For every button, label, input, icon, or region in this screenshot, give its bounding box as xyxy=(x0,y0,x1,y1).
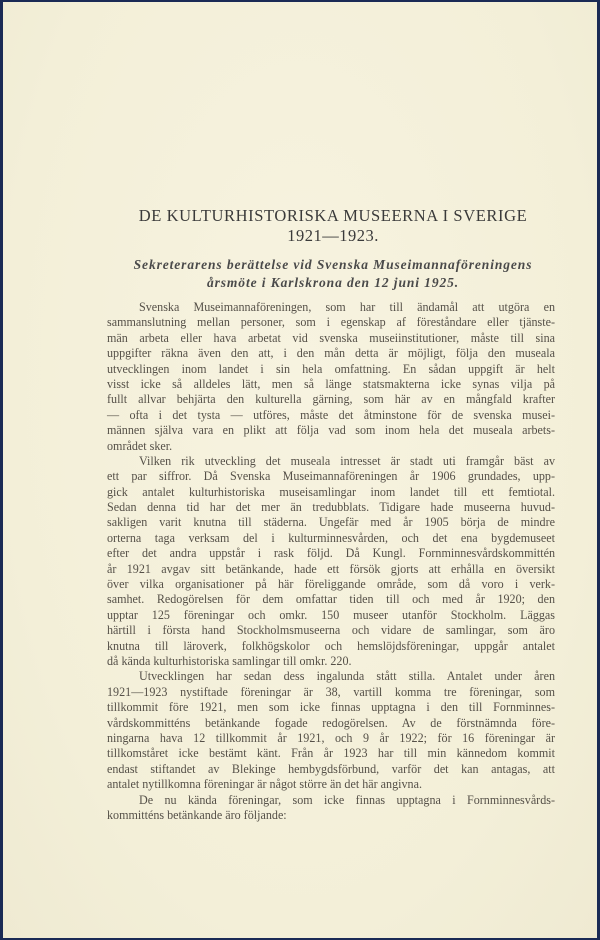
text-line: över vilka organisationer på här föreliggande område, som då voro i verk- xyxy=(107,577,555,592)
text-line: samhet. Redogörelsen för dem omfattar tiden till och med år 1920; den xyxy=(107,592,555,607)
text-line: — ofta i det tysta — utföres, måste det åtminstone för de svenska musei- xyxy=(107,407,555,422)
document-subtitle xyxy=(103,256,563,292)
text-line: fullt allvar behjärta den kulturella gärning, som här av en mångfald krafter xyxy=(107,392,555,407)
text-line: De nu kända föreningar, som icke finnas upptagna i Fornminnesvårds- xyxy=(139,792,555,807)
text-line: tillkomståret icke bestämt känt. Från år 1923 har till min kännedom kommit xyxy=(107,746,555,761)
subtitle-line: årsmöte i Karlskrona den 12 juni 1925. xyxy=(206,275,460,290)
text-line: Svenska Museimannaföreningen, som har till ändamål att utgöra en xyxy=(139,300,555,314)
title-block xyxy=(103,206,563,246)
document-years: 1921—1923. xyxy=(287,226,379,245)
text-line: sakligen varit knutna till städerna. Ungefär med år 1905 börja de mindre xyxy=(107,515,555,530)
text-line: kommitténs betänkande äro följande: xyxy=(107,807,287,822)
paragraph xyxy=(107,793,555,824)
text-line: orterna taga verksam del i kulturminnesvården, och det ena bygdemuseet xyxy=(107,530,555,545)
text-line: sammanslutning mellan personer, som i egenskap af föreståndare eller tjänste- xyxy=(107,315,555,330)
text-line: visst icke så alldeles lätt, men så länge statsmakterna icke synas vilja på xyxy=(107,376,555,391)
text-line: upptar 125 föreningar och omkr. 150 museer utanför Stockholm. Läggas xyxy=(107,607,555,622)
body-text xyxy=(107,300,555,823)
paragraph xyxy=(107,454,555,669)
text-line: Sedan denna tid har det mer än tredubblats. Tidigare hade museerna huvud- xyxy=(107,500,555,515)
paragraph xyxy=(107,300,555,454)
text-line: området sker. xyxy=(107,438,173,453)
text-line: männen själva vara en plikt att följa vad som inom hela det museala arbets- xyxy=(107,423,555,438)
text-line: gick antalet kulturhistoriska museisamlingar inom landet till ett femtiotal. xyxy=(107,484,555,499)
text-line: efter det andra uppstår i rask följd. Då Kungl. Fornminnesvårdskommittén xyxy=(107,546,555,561)
text-line: män arbeta eller hava arbetat vid svenska museiinstitutioner, måste till sina xyxy=(107,330,555,345)
text-line: Utvecklingen har sedan dess ingalunda stått stilla. Antalet under åren xyxy=(139,669,555,684)
text-line: Vilken rik utveckling det museala intresset är stadt uti framgår bäst av xyxy=(139,453,555,468)
subtitle-line: Sekreterarens berättelse vid Svenska Museimannaföreningens xyxy=(133,257,533,272)
text-line: utvecklingen inom landet i sin hela omfattning. En sådan uppgift är helt xyxy=(107,361,555,376)
text-line: härtill i första hand Stockholmsmuseerna och vidare de samlingar, som äro xyxy=(107,623,555,638)
document-page xyxy=(3,2,597,938)
paragraph xyxy=(107,669,555,792)
text-line: endast stiftandet av Blekinge hembygdsförbund, varför det kan antagas, att xyxy=(107,761,555,776)
text-line: år 1921 avgav sitt betänkande, hade ett försök gjorts att erhålla en översikt xyxy=(107,561,555,576)
text-line: knutna till läroverk, folkhögskolor och hemslöjdsföreningar, uppgår antalet xyxy=(107,638,555,653)
text-line: 1921—1923 nystiftade föreningar är 38, vartill komma tre föreningar, som xyxy=(107,684,555,699)
text-line: ett par siffror. Då Svenska Museimannaföreningen år 1906 grundades, upp- xyxy=(107,469,555,484)
document-title: DE KULTURHISTORISKA MUSEERNA I SVERIGE xyxy=(138,206,528,225)
text-line: vårdskommitténs betänkande fogade redogörelsen. Av de förstnämnda före- xyxy=(107,715,555,730)
text-line: uppgifter räkna även den att, i den mån detta är möjligt, följa den museala xyxy=(107,346,555,361)
text-line: ningarna hava 12 tillkommit år 1921, och 9 år 1922; för 16 föreningar är xyxy=(107,730,555,745)
text-line: då kända kulturhistoriska samlingar till omkr. 220. xyxy=(107,653,352,668)
text-line: antalet nytillkomna föreningar är något större än det här angivna. xyxy=(107,777,422,792)
text-line: tillkommit före 1921, men som icke finnas upptagna i den till Fornminnes- xyxy=(107,700,555,715)
